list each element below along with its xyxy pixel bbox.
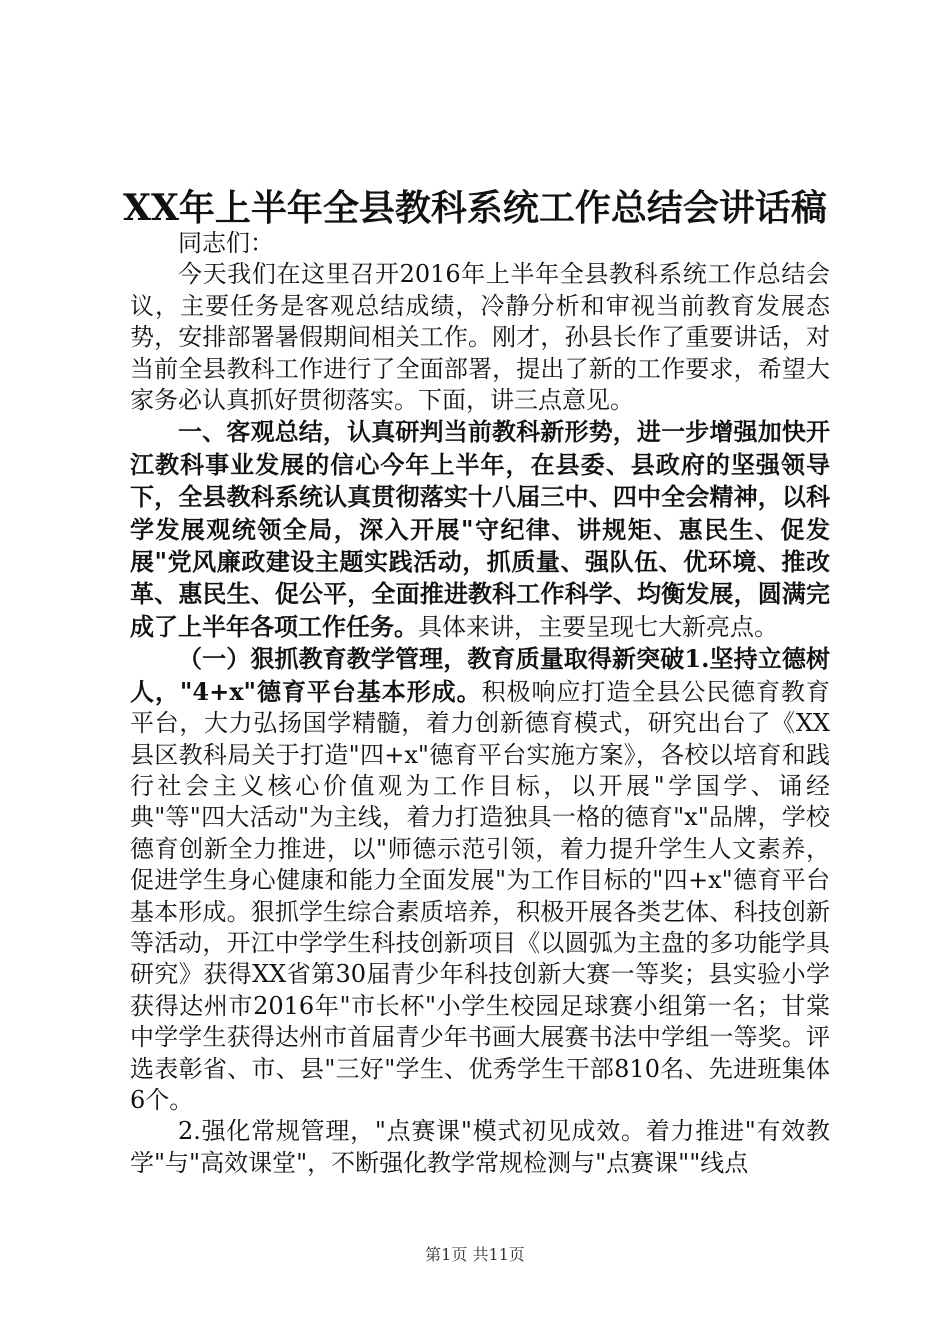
salutation: 同志们： <box>178 229 274 257</box>
subsection-1-heading: （一）狠抓教育教学管理，教育质量取得新突破1.坚持立德树人，"4+x"德育平台基本形成。 <box>130 644 830 706</box>
subsection-1-text: 积极响应打造全县公民德育教育平台，大力弘扬国学精髓，着力创新德育模式，研究出台了《XX县区教科局关于打造"四+x"德育平台实施方案》，各校以培育和践行社会主义核心价值观为工作目标，以开展"学国学、诵经典"等"四大活动"为主线，着力打造独具一格的德育"x"品牌，学校德育创新全力推进，以"师德示范引领，着力提升学生人文素养，促进学生身心健康和能力全面发展"为工作目标的"四+x"德育平台基本形成。狠抓学生综合素质培养，积极开展各类艺体、科技创新等活动，开江中学学生科技创新项目《以圆弧为主盘的多功能学具研究》获得XX省第30届青少年科技创新大赛一等奖；县实验小学获得达州市2016年"市长杯"小学生校园足球赛小组第一名；甘棠中学学生获得达州市首届青少年书画大展赛书法中学组一等奖。评选表彰省、市、县"三好"学生、优秀学生干部810名、先进班集体6个。 <box>130 677 831 1114</box>
section-1-text: 具体来讲，主要呈现七大新亮点。 <box>418 612 778 641</box>
paragraph-section-1 <box>130 416 830 643</box>
document-body <box>130 228 830 1179</box>
page-number-footer: 第1页 共11页 <box>425 1245 525 1264</box>
section-1-heading: 一、客观总结，认真研判当前教科新形势，进一步增强加快开江教科事业发展的信心今年上半年，在县委、县政府的坚强领导下，全县教科系统认真贯彻落实十八届三中、四中全会精神，以科学发展观统领全局，深入开展"守纪律、讲规矩、惠民生、促发展"党风廉政建设主题实践活动，抓质量、强队伍、优环境、推改革、惠民生、促公平，全面推进教科工作科学、均衡发展，圆满完成了上半年各项工作任务。 <box>130 417 830 641</box>
paragraph-item-2: 2.强化常规管理，"点赛课"模式初见成效。着力推进"有效教学"与"高效课堂"，不断强化教学常规检测与"点赛课""线点 <box>130 1117 830 1177</box>
document-title: XX年上半年全县教科系统工作总结会讲话稿 <box>123 187 827 229</box>
paragraph-subsection-1 <box>130 643 830 1116</box>
paragraph-opening: 今天我们在这里召开2016年上半年全县教科系统工作总结会议，主要任务是客观总结成绩，冷静分析和审视当前教育发展态势，安排部署暑假期间相关工作。刚才，孙县长作了重要讲话，对当前全县教科工作进行了全面部署，提出了新的工作要求，希望大家务必认真抓好贯彻落实。下面，讲三点意见。 <box>130 260 830 415</box>
